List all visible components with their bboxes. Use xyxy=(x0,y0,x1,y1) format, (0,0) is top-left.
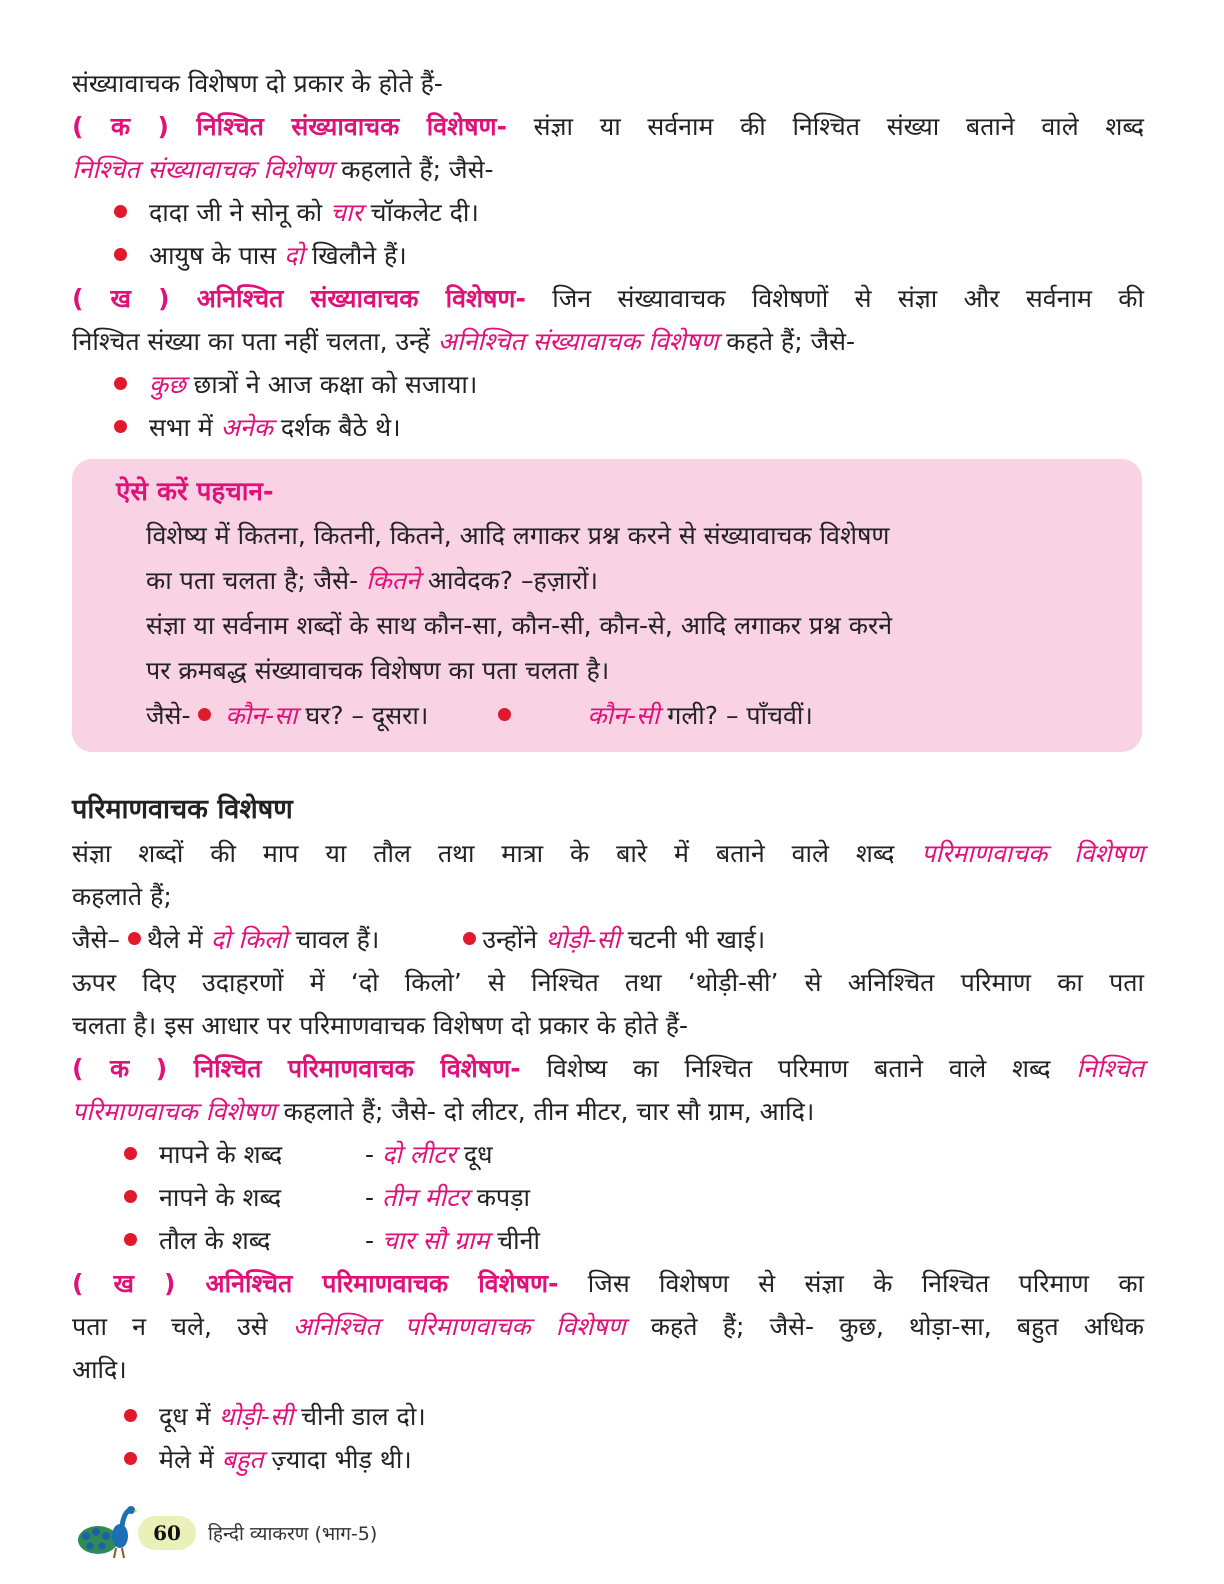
bullet-icon xyxy=(114,377,127,390)
bullet-icon xyxy=(498,708,511,721)
list-item: मेले में बहुत ज़्यादा भीड़ थी। xyxy=(72,1438,1144,1481)
sankhya-kh-line1: ( ख ) अनिश्चित संख्यावाचक विशेषण- जिन संख्यावाचक विशेषणों से संज्ञा और सर्वनाम की xyxy=(72,284,1144,313)
box-title: ऐसे करें पहचान- xyxy=(116,477,274,507)
parimaan-term: परिमाणवाचक विशेषण xyxy=(921,839,1144,868)
box-line-4: पर क्रमबद्ध संख्यावाचक विशेषण का पता चलता है। xyxy=(146,656,610,685)
sankhya-kh-heading: ( ख ) अनिश्चित संख्यावाचक विशेषण- xyxy=(72,284,526,313)
page-footer xyxy=(76,1510,496,1560)
sankhya-k-examples xyxy=(72,191,1144,277)
parimaan-k-examples xyxy=(72,1133,1144,1262)
peacock-icon xyxy=(76,1502,138,1560)
bullet-icon xyxy=(114,420,127,433)
box-line-1: विशेष्य में कितना, कितनी, कितने, आदि लगाकर प्रश्न करने से संख्यावाचक विशेषण xyxy=(146,521,890,550)
list-item: नापने के शब्द - तीन मीटर कपड़ा xyxy=(72,1176,1144,1219)
book-title: हिन्दी व्याकरण (भाग-5) xyxy=(208,1523,378,1545)
box-examples: जैसे- कौन-सा घर? – दूसरा। कौन-सी गली? – पाँचवीं। xyxy=(146,701,813,730)
list-item: सभा में अनेक दर्शक बैठे थे। xyxy=(72,406,1144,449)
sankhya-intro: संख्यावाचक विशेषण दो प्रकार के होते हैं- xyxy=(72,69,443,98)
identification-box xyxy=(72,459,1142,752)
page-content xyxy=(72,62,1144,1481)
parimaan-def-line1: संज्ञा शब्दों की माप या तौल तथा मात्रा के बारे में बताने वाले शब्द परिमाणवाचक विशेषण xyxy=(72,839,1144,868)
sankhya-kh-line2: निश्चित संख्या का पता नहीं चलता, उन्हें अनिश्चित संख्यावाचक विशेषण कहते हैं; जैसे- xyxy=(72,327,856,356)
list-item: तौल के शब्द - चार सौ ग्राम चीनी xyxy=(72,1219,1144,1262)
bullet-icon xyxy=(124,1452,137,1465)
parimaan-kh-line1: ( ख ) अनिश्चित परिमाणवाचक विशेषण- जिस विशेषण से संज्ञा के निश्चित परिमाण का xyxy=(72,1269,1144,1298)
parimaan-kh-line2: पता न चले, उसे अनिश्चित परिमाणवाचक विशेषण कहते हैं; जैसे- कुछ, थोड़ा-सा, बहुत अधिक xyxy=(72,1312,1144,1341)
sankhya-k-line1: ( क ) निश्चित संख्यावाचक विशेषण- संज्ञा या सर्वनाम की निश्चित संख्या बताने वाले शब्द xyxy=(72,112,1144,141)
box-line-2: का पता चलता है; जैसे- कितने आवेदक? –हज़ारों। xyxy=(146,566,598,595)
parimaan-k-line1: ( क ) निश्चित परिमाणवाचक विशेषण- विशेष्य का निश्चित परिमाण बताने वाले शब्द निश्चित xyxy=(72,1054,1144,1083)
bullet-icon xyxy=(124,1409,137,1422)
parimaan-def-line2: कहलाते हैं; xyxy=(72,882,172,911)
list-item: मापने के शब्द - दो लीटर दूध xyxy=(72,1133,1144,1176)
sankhya-k-heading: ( क ) निश्चित संख्यावाचक विशेषण- xyxy=(72,112,507,141)
sankhya-kh-examples xyxy=(72,363,1144,449)
list-item: दादा जी ने सोनू को चार चॉकलेट दी। xyxy=(72,191,1144,234)
parimaan-examples: जैसे– थैले में दो किलो चावल हैं। उन्होंने थोड़ी-सी चटनी भी खाई। xyxy=(72,925,766,954)
sankhya-k-line2: निश्चित संख्यावाचक विशेषण कहलाते हैं; जैसे- xyxy=(72,155,494,184)
sankhya-kh-term: अनिश्चित संख्यावाचक विशेषण xyxy=(437,327,719,356)
bullet-icon xyxy=(463,932,476,945)
list-item: आयुष के पास दो खिलौने हैं। xyxy=(72,234,1144,277)
bullet-icon xyxy=(124,1233,137,1246)
parimaan-kh-line3: आदि। xyxy=(72,1355,127,1384)
parimaan-expl-2: चलता है। इस आधार पर परिमाणवाचक विशेषण दो प्रकार के होते हैं- xyxy=(72,1011,689,1040)
parimaan-k-heading: ( क ) निश्चित परिमाणवाचक विशेषण- xyxy=(72,1054,521,1083)
list-item: दूध में थोड़ी-सी चीनी डाल दो। xyxy=(72,1395,1144,1438)
parimaan-expl-1: ऊपर दिए उदाहरणों में ‘दो किलो’ से निश्चित तथा ‘थोड़ी-सी’ से अनिश्चित परिमाण का पता xyxy=(72,968,1144,997)
bullet-icon xyxy=(114,248,127,261)
bullet-icon xyxy=(124,1190,137,1203)
parimaan-kh-examples xyxy=(72,1395,1144,1481)
parimaan-title: परिमाणवाचक विशेषण xyxy=(72,794,293,825)
bullet-icon xyxy=(198,708,211,721)
parimaan-k-line2: परिमाणवाचक विशेषण कहलाते हैं; जैसे- दो लीटर, तीन मीटर, चार सौ ग्राम, आदि। xyxy=(72,1097,815,1126)
sankhya-k-term: निश्चित संख्यावाचक विशेषण xyxy=(72,155,334,184)
parimaan-kh-heading: ( ख ) अनिश्चित परिमाणवाचक विशेषण- xyxy=(72,1269,559,1298)
box-line-3: संज्ञा या सर्वनाम शब्दों के साथ कौन-सा, कौन-सी, कौन-से, आदि लगाकर प्रश्न करने xyxy=(146,611,893,640)
bullet-icon xyxy=(114,205,127,218)
list-item: कुछ छात्रों ने आज कक्षा को सजाया। xyxy=(72,363,1144,406)
bullet-icon xyxy=(124,1147,137,1160)
bullet-icon xyxy=(128,932,141,945)
page-number: 60 xyxy=(138,1516,196,1550)
